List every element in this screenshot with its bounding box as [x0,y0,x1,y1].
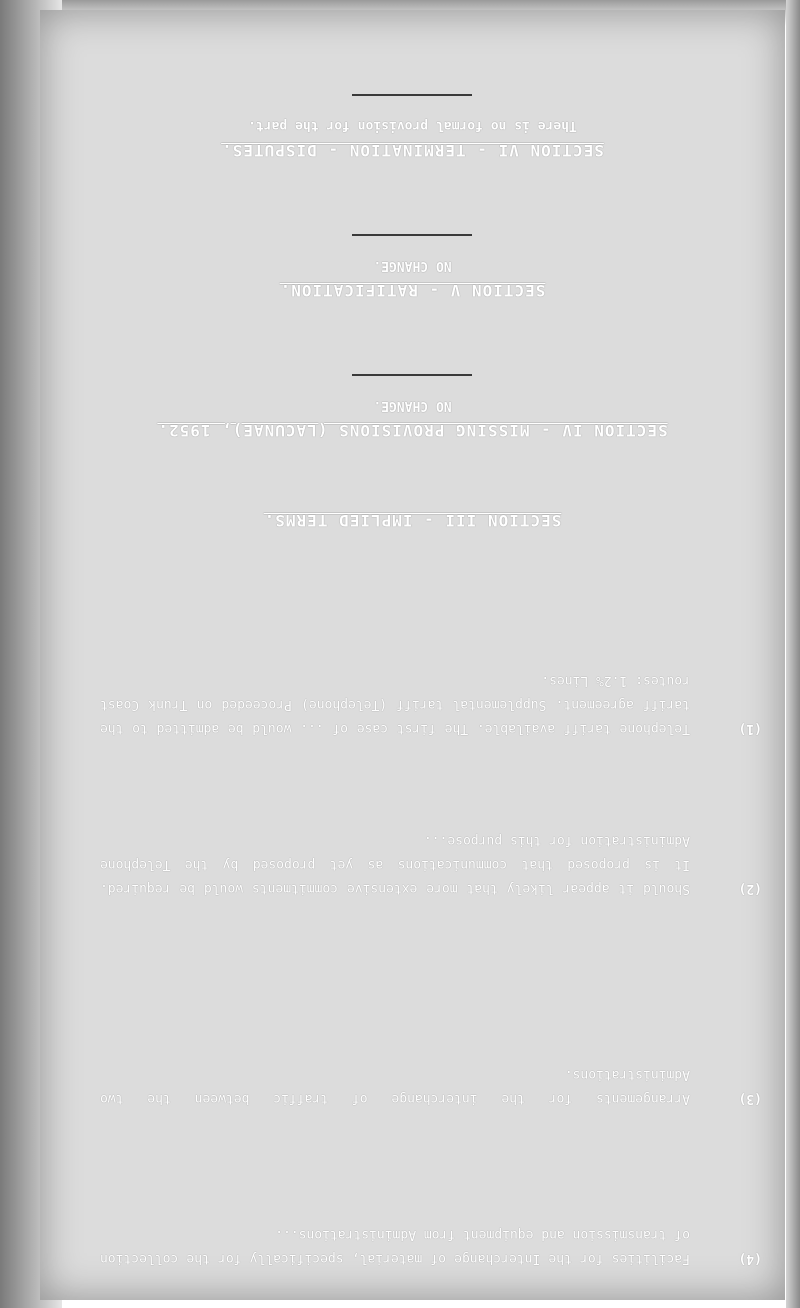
item-4-text: Facilities for the Interchange of material, specifically for the collection of transmission and equipment from Administrations... [100,1227,690,1266]
section-6 [40,94,785,160]
item-1 [100,668,762,740]
item-3 [100,1062,762,1110]
section-3-heading: SECTION III - IMPLIED TERMS. [263,511,562,530]
section-5-rule [353,234,473,236]
item-4 [100,1222,762,1270]
section-5-note: NO CHANGE. [373,258,452,273]
item-4-number: (4) [738,1251,762,1266]
section-4-rule [353,374,473,376]
item-1-text: Telephone tariff available. The first case of ... would be admitted to the tariff agreement. Supplemental tariff (Telephone) Proceeded on Trunk Coast routes: 1.2% Lines. [100,673,690,736]
inverted-page-content [40,10,785,1300]
section-3 [40,511,785,530]
section-4 [40,374,785,440]
section-5 [40,234,785,300]
section-6-note: There is no formal provision for the part. [248,118,577,133]
item-3-number: (3) [738,1091,762,1106]
item-3-text: Arrangements for the interchange of traffic between the two Administrations. [100,1067,690,1106]
item-2-text: Should it appear likely that more extensive commitments would be required. It is proposed that communications as yet proposed by the Telephone Administration for this purpose... [100,833,690,896]
section-4-note: NO CHANGE. [373,398,452,413]
item-2-number: (2) [738,881,762,896]
section-4-heading: SECTION IV - MISSING PROVISIONS (LACUNAE), 1952. [157,421,668,440]
item-2 [100,828,762,900]
document-page [40,10,785,1300]
scan-edge-right [786,0,800,1308]
item-1-number: (1) [738,721,762,736]
section-6-heading: SECTION VI - TERMINATION - DISPUTES. [221,141,604,160]
section-6-rule [353,94,473,96]
section-5-heading: SECTION V - RATIFICATION. [279,281,546,300]
